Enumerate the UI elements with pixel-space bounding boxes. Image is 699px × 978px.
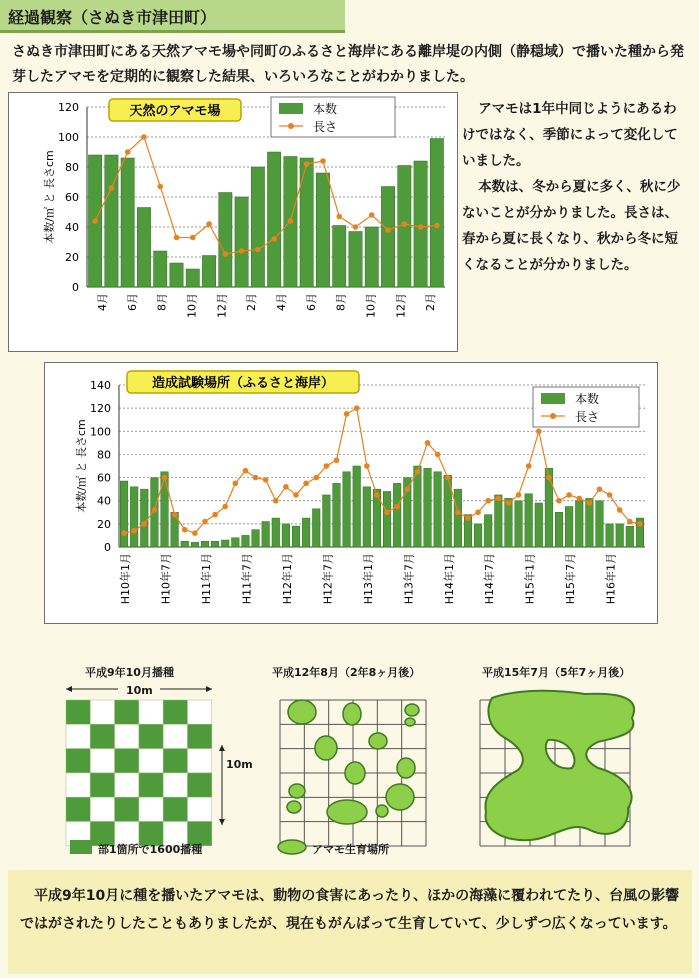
chart1-length-point — [141, 134, 147, 140]
chart2-bar — [596, 501, 604, 547]
chart2-length-point — [344, 411, 350, 417]
legend-square-text: 部1箇所で1600播種 — [98, 843, 203, 856]
chart1-x-tick-label: 6月 — [304, 293, 318, 311]
chart2-x-tick-label: H14年7月 — [483, 553, 497, 605]
chart2-length-point — [526, 463, 532, 469]
chart1-length-point — [223, 251, 229, 257]
chart2-bar — [474, 524, 482, 547]
chart2-length-point — [354, 405, 360, 411]
chart1-length-point — [92, 218, 98, 224]
chart2-length-point — [324, 463, 330, 469]
chart2-length-point — [587, 500, 593, 506]
chart2-y-tick-label: 60 — [97, 471, 111, 485]
chart1-bar — [414, 161, 427, 287]
chart2-bar — [454, 489, 462, 547]
patch — [327, 800, 367, 824]
checker-cell — [163, 700, 187, 724]
chart1-length-point — [109, 185, 115, 191]
diagram-1-checkerboard — [66, 682, 225, 846]
diagram-2-patches — [280, 700, 426, 846]
checker-cell — [115, 797, 139, 821]
chart2-length-point — [192, 530, 198, 536]
chart2-length-point — [607, 492, 613, 498]
chart-test-site — [44, 362, 658, 624]
chart1-legend-bar-swatch — [279, 103, 303, 114]
chart2-length-point — [637, 521, 643, 527]
chart1-y-tick-label: 40 — [65, 221, 79, 234]
chart2-bar — [252, 530, 260, 547]
chart2-y-tick-label: 120 — [90, 402, 111, 416]
checker-cell — [188, 797, 212, 821]
chart2-x-tick-label: H12年7月 — [321, 553, 335, 605]
chart2-length-point — [384, 509, 390, 515]
chart1-length-point — [434, 223, 440, 229]
chart2-x-tick-label: H16年1月 — [604, 553, 618, 605]
patch — [376, 805, 388, 817]
chart1-bar — [333, 226, 346, 288]
patch — [288, 700, 316, 724]
chart2-bar — [626, 526, 634, 547]
chart2-length-point — [556, 498, 562, 504]
height-label: 10m — [226, 758, 253, 771]
chart1-bar — [202, 256, 215, 288]
chart2-length-point — [465, 515, 471, 521]
height-arrow-head-bottom — [219, 819, 225, 825]
chart1-y-axis-label: 本数/㎡ と 長さcm — [43, 150, 56, 244]
chart1-length-point — [190, 235, 196, 241]
chart2-y-tick-label: 0 — [104, 541, 111, 554]
diagram-3-title: 平成15年7月（5年7ヶ月後） — [482, 666, 631, 679]
checker-cell — [139, 797, 163, 821]
chart1-x-tick-label: 2月 — [424, 293, 438, 311]
chart2-length-point — [121, 530, 127, 536]
chart2-length-point — [546, 475, 552, 481]
chart1-bar — [251, 167, 264, 287]
intro-paragraph: さぬき市津田町にある天然アマモ場や同町のふるさと海岸にある離岸堤の内側（静穏域）で播いた種から発芽したアマモを定期的に観察した結果、いろいろなことがわかりました。 — [12, 44, 684, 85]
chart2-length-point — [394, 504, 400, 510]
chart1-x-tick-label: 2月 — [245, 293, 259, 311]
chart1-length-point — [206, 221, 212, 227]
chart2-bar — [363, 487, 371, 547]
chart2-length-point — [283, 484, 289, 490]
patch — [289, 784, 305, 798]
chart2-legend-bar-swatch — [541, 393, 565, 404]
chart1-legend-label: 長さ — [313, 120, 338, 134]
chart1-x-tick-label: 12月 — [394, 293, 408, 318]
chart2-length-point — [475, 509, 481, 515]
chart2-title: 造成試験場所（ふるさと海岸） — [151, 376, 335, 391]
chart2-bar — [140, 489, 148, 547]
chart1-x-tick-label: 12月 — [215, 293, 229, 318]
chart2-length-point — [435, 452, 441, 458]
chart2-legend-label: 長さ — [575, 410, 600, 424]
width-arrow-head-left — [66, 686, 72, 692]
chart2-x-tick-label: H13年7月 — [402, 553, 416, 605]
legend-patch-swatch — [278, 840, 306, 854]
checker-cell — [188, 749, 212, 773]
checker-cell — [90, 773, 114, 797]
checker-cell — [66, 700, 90, 724]
chart1-length-point — [336, 214, 342, 220]
chart2-bar — [373, 489, 381, 547]
patch — [315, 736, 337, 760]
chart2-y-tick-label: 140 — [90, 379, 111, 392]
chart2-bar — [323, 495, 331, 547]
chart1-length-point — [402, 221, 408, 227]
chart2-length-point — [141, 521, 147, 527]
chart2-length-point — [233, 481, 239, 487]
chart2-x-tick-label: H10年7月 — [159, 553, 173, 605]
chart-natural-bed — [8, 92, 458, 352]
patch — [345, 762, 365, 784]
chart1-y-tick-label: 80 — [65, 161, 79, 174]
chart2-length-point — [455, 509, 461, 515]
side-paragraph-1: アマモは1年中同じようにあるわけではなく、季節によって変化していました。 — [462, 101, 678, 169]
chart2-bar — [353, 466, 361, 547]
diagram-3-patches — [480, 691, 634, 846]
chart2-bar — [555, 512, 563, 547]
chart2-bar — [606, 524, 614, 547]
checker-cell — [115, 700, 139, 724]
chart1-y-tick-label: 20 — [65, 251, 79, 264]
patch — [397, 758, 415, 778]
checker-cell — [188, 700, 212, 724]
chart2-x-tick-label: H14年1月 — [442, 553, 456, 605]
checker-cell — [163, 797, 187, 821]
chart2-bar — [515, 501, 523, 547]
chart2-bar — [211, 541, 219, 547]
chart2-bar — [434, 472, 442, 547]
checker-cell — [66, 797, 90, 821]
chart1-x-tick-label: 10月 — [364, 293, 378, 318]
chart2-x-tick-label: H10年1月 — [119, 553, 133, 605]
chart2-bar — [575, 501, 583, 547]
width-arrow-head-right — [206, 686, 212, 692]
chart2-x-tick-label: H11年1月 — [199, 553, 213, 605]
chart1-x-tick-label: 8月 — [155, 293, 169, 311]
chart1-length-point — [418, 224, 424, 230]
chart2-x-tick-label: H13年1月 — [361, 553, 375, 605]
chart1-length-point — [157, 184, 163, 190]
chart2-bar — [181, 541, 189, 547]
chart2-bar — [393, 483, 401, 547]
side-paragraph-2: 本数は、冬から夏に多く、秋に少ないことが分かりました。長さは、春から夏に長くなり、秋から冬に短くなることが分かりました。 — [462, 179, 681, 273]
chart1-length-point — [385, 227, 391, 233]
checker-cell — [66, 773, 90, 797]
chart1-bar — [121, 158, 134, 287]
chart1-x-tick-label: 4月 — [274, 293, 288, 311]
chart1-bar — [349, 232, 362, 288]
checker-cell — [188, 724, 212, 748]
chart-test-site-svg — [45, 363, 657, 623]
chart2-length-point — [182, 527, 188, 533]
chart1-x-tick-label: 8月 — [334, 293, 348, 311]
chart2-length-point — [313, 475, 319, 481]
checker-cell — [163, 724, 187, 748]
chart2-length-point — [303, 481, 309, 487]
chart2-y-tick-label: 80 — [97, 448, 111, 462]
chart2-legend-label: 本数 — [575, 392, 600, 406]
chart2-length-point — [506, 500, 512, 506]
chart2-length-point — [445, 475, 451, 481]
chart2-length-point — [425, 440, 431, 446]
chart1-length-point — [304, 161, 310, 167]
chart2-bar — [272, 518, 280, 547]
chart2-bar — [333, 483, 341, 547]
chart2-length-point — [597, 486, 603, 492]
side-text — [462, 96, 690, 278]
chart1-bar — [235, 197, 248, 287]
patch — [343, 703, 361, 725]
patch — [369, 733, 387, 749]
chart-natural-bed-svg — [9, 93, 457, 351]
chart2-length-point — [334, 457, 340, 463]
chart2-length-point — [536, 428, 542, 434]
chart2-bar — [242, 535, 250, 547]
checker-cell — [188, 773, 212, 797]
chart2-bar — [201, 541, 209, 547]
checker-cell — [90, 700, 114, 724]
chart2-bar — [312, 509, 320, 547]
chart1-bar — [219, 193, 232, 288]
chart2-length-point — [253, 475, 259, 481]
checker-cell — [115, 773, 139, 797]
checker-cell — [163, 773, 187, 797]
chart2-length-point — [566, 492, 572, 498]
chart1-y-tick-label: 100 — [58, 131, 79, 144]
chart2-y-tick-label: 20 — [97, 517, 111, 531]
chart1-length-point — [369, 212, 375, 218]
chart2-length-point — [202, 519, 208, 525]
chart2-x-tick-label: H15年1月 — [523, 553, 537, 605]
chart2-bar — [232, 538, 240, 547]
chart1-x-tick-label: 10月 — [185, 293, 199, 318]
chart2-bar — [282, 524, 290, 547]
chart1-x-tick-label: 6月 — [125, 293, 139, 311]
chart2-x-tick-label: H11年7月 — [240, 553, 254, 605]
chart2-length-point — [172, 512, 178, 518]
chart2-length-point — [364, 463, 370, 469]
chart2-bar — [292, 526, 300, 547]
chart1-bar — [267, 152, 280, 287]
legend-square-swatch — [70, 840, 92, 854]
chart2-bar — [221, 540, 229, 547]
chart2-bar — [262, 522, 270, 547]
patch — [386, 784, 414, 810]
chart2-length-point — [222, 504, 228, 510]
diagram-1-title: 平成9年10月播種 — [85, 666, 174, 679]
chart1-bar — [154, 251, 167, 287]
chart2-length-point — [496, 496, 502, 502]
height-arrow-head-top — [219, 745, 225, 751]
chart1-length-point — [288, 218, 294, 224]
chart1-bar — [316, 173, 329, 287]
checker-cell — [90, 797, 114, 821]
chart2-length-point — [617, 507, 623, 513]
chart2-length-point — [273, 498, 279, 504]
chart1-length-point — [320, 158, 326, 164]
checker-cell — [139, 749, 163, 773]
chart1-bar — [186, 269, 199, 287]
checker-cell — [115, 724, 139, 748]
checker-cell — [66, 724, 90, 748]
chart2-y-axis-label: 本数/㎡ と 長さcm — [75, 419, 88, 513]
chart2-length-point — [131, 528, 137, 534]
chart2-y-tick-label: 40 — [97, 494, 111, 508]
chart1-bar — [170, 263, 183, 287]
diagram-2-title: 平成12年8月（2年8ヶ月後） — [272, 666, 421, 679]
chart1-bar — [381, 187, 394, 288]
chart2-x-tick-label: H15年7月 — [564, 553, 578, 605]
chart2-length-point — [293, 492, 299, 498]
bottom-paragraph: 平成9年10月に種を播いたアマモは、動物の食害にあったり、ほかの海藻に覆われてたり、台風の影響ではがされたりしたこともありましたが、現在もがんばって生育していて、少しずつ広くなっています。 — [20, 888, 680, 932]
checker-cell — [66, 749, 90, 773]
chart2-y-tick-label: 100 — [90, 425, 111, 439]
checker-cell — [139, 700, 163, 724]
chart2-bar — [535, 503, 543, 547]
chart2-legend-point-swatch — [550, 413, 556, 419]
chart1-y-tick-label: 0 — [72, 281, 79, 294]
patch — [287, 801, 301, 813]
diagram-area — [0, 680, 699, 865]
chart2-bar — [130, 487, 138, 547]
chart2-bar — [525, 494, 533, 547]
checker-cell — [163, 749, 187, 773]
chart1-y-tick-label: 60 — [65, 191, 79, 204]
chart2-bar — [495, 495, 503, 547]
chart2-bar — [120, 481, 128, 547]
chart1-legend-label: 本数 — [313, 102, 338, 116]
chart2-length-point — [263, 477, 269, 483]
chart2-length-point — [576, 496, 582, 502]
chart2-bar — [383, 491, 391, 547]
checker-cell — [139, 773, 163, 797]
checker-cell — [90, 749, 114, 773]
chart2-bar — [484, 515, 492, 547]
chart1-x-tick-label: 4月 — [95, 293, 109, 311]
chart2-bar — [616, 524, 624, 547]
chart2-bar — [302, 518, 310, 547]
chart1-bar — [300, 158, 313, 287]
checker-cell — [115, 749, 139, 773]
chart1-legend-point-swatch — [288, 123, 294, 129]
checker-cell — [139, 724, 163, 748]
page-title: 経過観察（さぬき市津田町） — [8, 8, 217, 27]
chart2-length-point — [374, 492, 380, 498]
chart2-x-tick-label: H12年1月 — [280, 553, 294, 605]
chart1-bar — [105, 155, 118, 287]
legend-patch-text: アマモ生育場所 — [312, 843, 389, 856]
chart1-bar — [430, 139, 443, 288]
width-label: 10m — [126, 684, 153, 697]
checker-grid — [66, 700, 212, 846]
chart2-length-point — [212, 512, 218, 518]
chart1-title: 天然のアマモ場 — [129, 104, 221, 119]
chart2-length-point — [243, 468, 249, 474]
chart1-y-tick-label: 120 — [58, 101, 79, 114]
chart1-length-point — [353, 224, 359, 230]
chart2-bar — [191, 542, 199, 547]
chart1-bar — [365, 227, 378, 287]
chart1-length-point — [255, 247, 261, 253]
chart2-length-point — [404, 486, 410, 492]
chart2-bar — [343, 472, 351, 547]
large-patch — [485, 691, 634, 840]
chart1-length-point — [271, 236, 277, 242]
chart1-bar — [137, 208, 150, 288]
chart2-length-point — [627, 519, 633, 525]
chart2-bar — [565, 507, 573, 548]
patch — [405, 718, 415, 726]
chart2-bar — [161, 472, 169, 547]
chart2-bar — [424, 468, 432, 547]
chart1-length-point — [125, 149, 131, 155]
chart2-length-point — [415, 469, 421, 475]
chart2-length-point — [152, 507, 158, 513]
chart1-length-point — [174, 235, 180, 241]
title-band — [0, 0, 345, 33]
patch — [405, 704, 419, 716]
chart1-length-point — [239, 248, 245, 254]
chart2-length-point — [516, 492, 522, 498]
chart2-bar — [414, 466, 422, 547]
checker-cell — [90, 724, 114, 748]
chart2-length-point — [162, 475, 168, 481]
chart2-length-point — [485, 498, 491, 504]
